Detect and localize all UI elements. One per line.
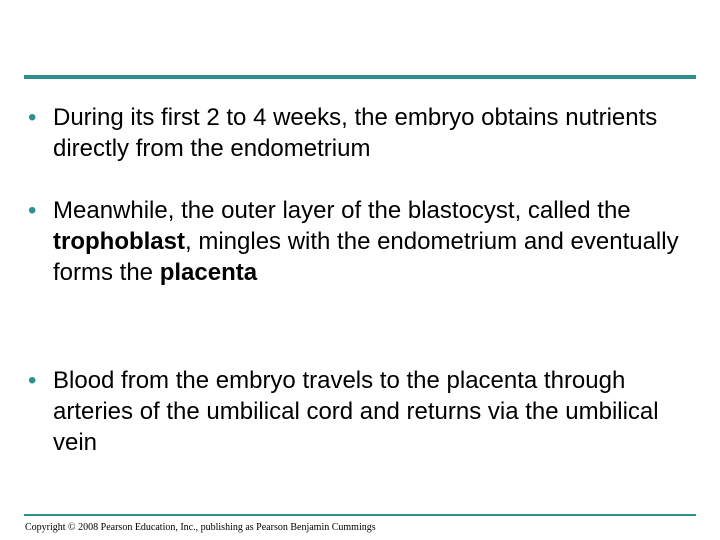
bullet-item xyxy=(28,365,698,458)
bold-term-placenta: placenta xyxy=(159,259,258,286)
bullet-marker: • xyxy=(28,104,37,131)
bullet-marker: • xyxy=(28,367,37,394)
bullet-text xyxy=(53,365,698,458)
bullet-text xyxy=(53,102,698,164)
bullet-text-segment: , mingles with the endometrium and eventually forms the xyxy=(53,228,679,286)
bullet-text-segment: Blood from the embryo travels to the placenta through arteries of the umbilical cord and returns via the umbilical vein xyxy=(53,367,659,456)
bullet-marker: • xyxy=(28,197,37,224)
bullet-text-segment: Meanwhile, the outer layer of the blastocyst, called the xyxy=(53,197,631,224)
bottom-divider xyxy=(24,514,696,516)
bold-term-trophoblast: trophoblast xyxy=(53,228,185,255)
bullet-text xyxy=(53,195,698,288)
top-divider xyxy=(24,75,696,79)
bullet-item xyxy=(28,102,698,164)
bullet-item xyxy=(28,195,698,288)
copyright-footer: Copyright © 2008 Pearson Education, Inc., publishing as Pearson Benjamin Cummings xyxy=(25,522,376,533)
bullet-text-segment: During its first 2 to 4 weeks, the embryo obtains nutrients directly from the endometrium xyxy=(53,104,658,162)
